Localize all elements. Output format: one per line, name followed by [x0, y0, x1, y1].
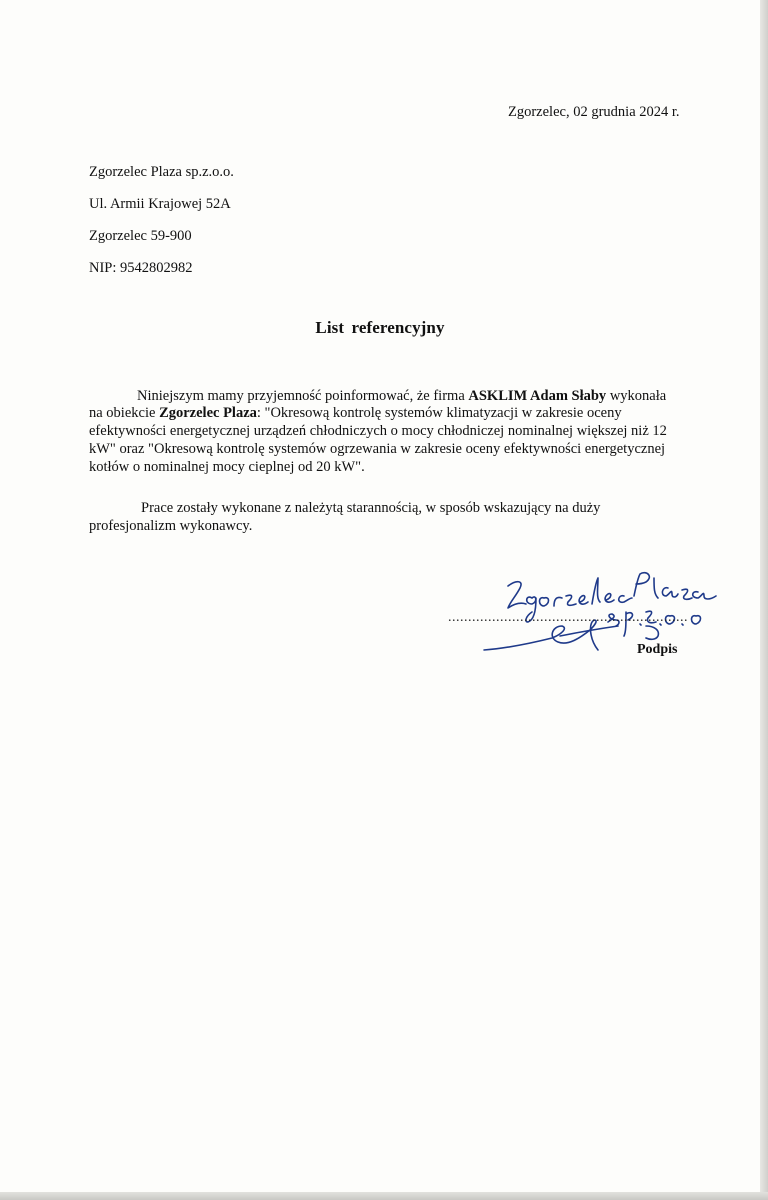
signature-label: Podpis — [637, 642, 678, 657]
paragraph1-line3: efektywności energetycznej urządzeń chłodniczych o mocy chłodniczej nominalnej większej niż 12 — [89, 423, 667, 439]
paragraph2-line2: profesjonalizm wykonawcy. — [89, 518, 253, 534]
paragraph1-line2 — [89, 405, 622, 422]
object-name: Zgorzelec Plaza — [159, 405, 257, 421]
letter-date: Zgorzelec, 02 grudnia 2024 r. — [508, 104, 680, 120]
paragraph1-line1-end: wykonała — [606, 388, 667, 404]
recipient-company: Zgorzelec Plaza sp.z.o.o. — [89, 164, 234, 180]
recipient-nip: NIP: 9542802982 — [89, 260, 193, 276]
paragraph1-line1 — [137, 388, 666, 405]
recipient-city: Zgorzelec 59-900 — [89, 228, 192, 244]
contractor-name: ASKLIM Adam Słaby — [468, 388, 607, 404]
paragraph1-line5: kotłów o nominalnej mocy cieplnej od 20 kW". — [89, 459, 365, 475]
paragraph1-line2-end: : "Okresową kontrolę systemów klimatyzacji w zakresie oceny — [256, 405, 622, 421]
paper-edge-bottom — [0, 1192, 768, 1200]
paper-edge-right — [760, 0, 768, 1200]
paragraph1-line2-text: na obiekcie — [89, 405, 160, 421]
signature-line: ............................................................ — [448, 610, 688, 625]
paragraph1-line1-text: Niniejszym mamy przyjemność poinformować, że firma — [137, 388, 469, 404]
paragraph1-line4: kW" oraz "Okresową kontrolę systemów ogrzewania w zakresie oceny efektywności energetycznej — [89, 441, 666, 457]
letter-title: List referencyjny — [315, 318, 445, 337]
paragraph2-line1: Prace zostały wykonane z należytą starannością, w sposób wskazujący na duży — [141, 500, 601, 516]
recipient-street: Ul. Armii Krajowej 52A — [89, 196, 231, 212]
